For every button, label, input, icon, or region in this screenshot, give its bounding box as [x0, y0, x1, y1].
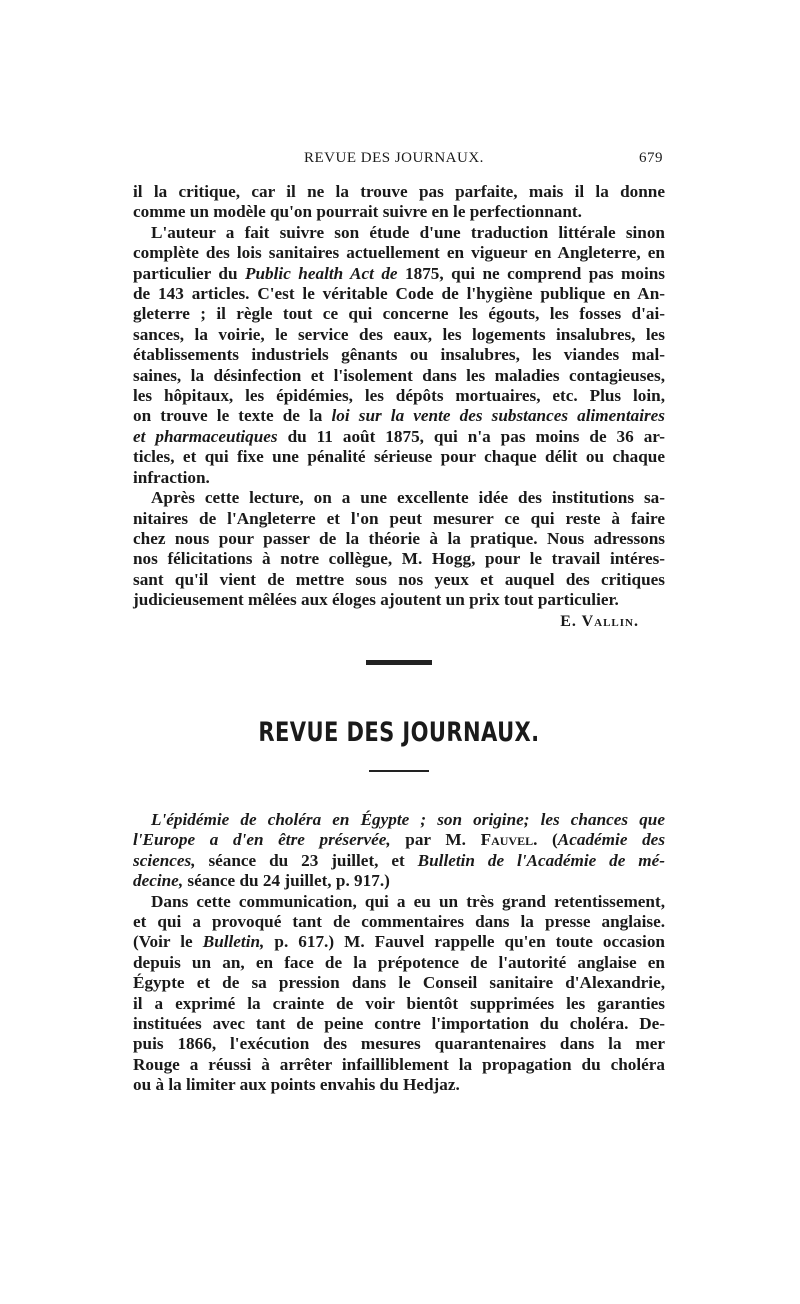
text-run: séance du 24 juillet, p. 917.): [183, 871, 390, 891]
paragraph-critique: [133, 182, 665, 223]
text-run: on trouve le texte de la: [133, 406, 332, 426]
italic-run: et pharmaceutiques: [133, 426, 278, 446]
italic-run: loi sur la vente des substances alimentaires: [331, 406, 665, 426]
paragraph-communication: [133, 892, 665, 1096]
text-line: [133, 851, 665, 871]
italic-run: decine,: [133, 871, 184, 891]
page-number: 679: [639, 150, 663, 166]
italic-run: sciences,: [133, 850, 196, 870]
running-title: REVUE DES JOURNAUX.: [304, 150, 484, 166]
text-line: ou à la limiter aux points envahis du Hedjaz.: [133, 1075, 460, 1095]
text-line: chez nous pour passer de la théorie à la pratique. Nous adressons: [133, 528, 665, 548]
text-line: [133, 830, 665, 850]
text-line: [133, 871, 665, 891]
text-line: [133, 406, 665, 426]
text-line: Après cette lecture, on a une excellente idée des institutions sa-: [151, 488, 665, 508]
text-line: saines, la désinfection et l'isolement dans les maladies contagieuses,: [133, 365, 665, 385]
text-line: [133, 264, 665, 284]
text-line: judicieusement mêlées aux éloges ajoutent un prix tout particulier.: [133, 590, 619, 610]
author-signature: E. Vallin.: [560, 612, 639, 630]
book-page: [133, 150, 665, 1096]
text-line: puis 1866, l'exécution des mesures quarantenaires dans la mer: [133, 1034, 665, 1054]
text-line: nos félicitations à notre collègue, M. Hogg, pour le travail intéres-: [133, 549, 665, 569]
text-run: séance du 23 juillet, et: [195, 850, 418, 870]
text-run: (: [537, 830, 558, 850]
text-line: depuis un an, en face de la prépotence de l'autorité anglaise en: [133, 952, 665, 972]
section-divider: [366, 660, 432, 665]
text-line: complète des lois sanitaires actuellement en vigueur en Angleterre, en: [133, 243, 665, 263]
italic-run: Public health Act de: [245, 263, 398, 283]
italic-run: L'épidémie de choléra en Égypte ; son origine; les chances que: [151, 809, 665, 829]
paragraph-conclusion: [133, 488, 665, 610]
text-line: ticles, et qui fixe une pénalité sérieuse pour chaque délit ou chaque: [133, 447, 665, 467]
italic-run: Bulletin,: [202, 932, 265, 952]
text-run: (Voir le: [133, 932, 203, 952]
text-run: du 11 août 1875, qui n'a pas moins de 36 ar-: [277, 426, 665, 446]
text-line: Rouge a réussi à arrêter infailliblement la propagation du choléra: [133, 1054, 665, 1074]
text-line: sances, la voirie, le service des eaux, les logements insalubres, les: [133, 324, 665, 344]
text-line: nitaires de l'Angleterre et l'on peut mesurer ce qui reste à faire: [133, 508, 665, 528]
italic-run: l'Europe a d'en être préservée,: [133, 830, 391, 850]
text-run: p. 617.) M. Fauvel rappelle qu'en toute occasion: [264, 932, 665, 952]
text-line: [133, 427, 665, 447]
text-run: par M.: [390, 830, 481, 850]
paragraph-translation: [133, 223, 665, 488]
text-line: de 143 articles. C'est le véritable Code de l'hygiène publique en An-: [133, 284, 665, 304]
text-line: [133, 810, 665, 830]
section-title: REVUE DES JOURNAUX.: [258, 716, 540, 748]
text-line: gleterre ; il règle tout ce qui concerne les égouts, les fosses d'ai-: [133, 304, 665, 324]
text-line: il a exprimé la crainte de voir bientôt supprimées les garanties: [133, 993, 665, 1013]
running-head: [133, 150, 665, 172]
text-line: et qui a provoqué tant de commentaires dans la presse anglaise.: [133, 911, 665, 931]
text-line: comme un modèle qu'on pourrait suivre en le perfectionnant.: [133, 202, 582, 222]
text-line: L'auteur a fait suivre son étude d'une traduction littérale sinon: [151, 222, 665, 242]
article-text: [133, 810, 665, 1096]
review-text: [133, 182, 665, 632]
text-line: instituées avec tant de peine contre l'importation du choléra. De-: [133, 1014, 665, 1033]
text-run: particulier du: [133, 263, 245, 283]
text-line: établissements industriels gênants ou insalubres, les viandes mal-: [133, 345, 665, 365]
text-line: les hôpitaux, les épidémies, les dépôts mortuaires, etc. Plus loin,: [133, 386, 665, 406]
text-line: il la critique, car il ne la trouve pas parfaite, mais il la donne: [133, 182, 665, 201]
text-line: Égypte et de sa pression dans le Conseil sanitaire d'Alexandrie,: [133, 973, 665, 993]
italic-run: Bulletin de l'Académie de mé-: [417, 850, 665, 870]
text-line: sant qu'il vient de mettre sous nos yeux et auquel des critiques: [133, 569, 665, 589]
text-line: Dans cette communication, qui a eu un très grand retentissement,: [151, 891, 665, 911]
article-reference: [133, 810, 665, 892]
author-name: Fauvel.: [480, 830, 538, 850]
text-run: 1875, qui ne comprend pas moins: [397, 263, 665, 283]
text-line: [133, 932, 665, 952]
italic-run: Académie des: [557, 830, 666, 850]
text-line: infraction.: [133, 467, 210, 487]
